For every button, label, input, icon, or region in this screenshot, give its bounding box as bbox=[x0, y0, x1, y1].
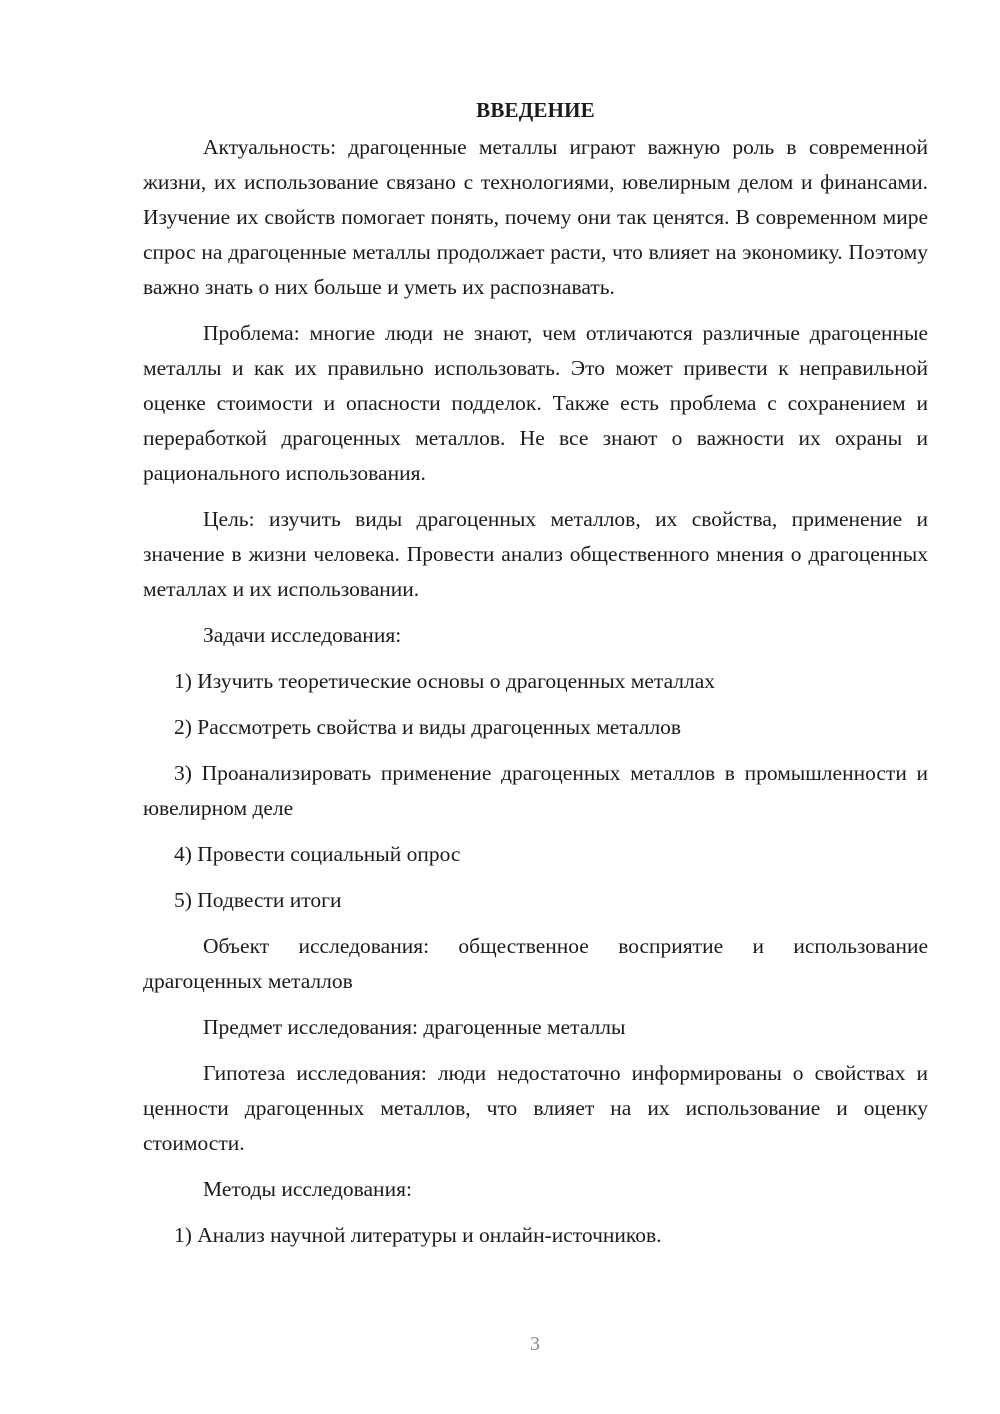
subject-paragraph: Предмет исследования: драгоценные металлы bbox=[203, 1015, 626, 1039]
page-number: 3 bbox=[530, 1333, 540, 1355]
task-item: 4) Провести социальный опрос bbox=[174, 842, 461, 866]
method-item: 1) Анализ научной литературы и онлайн-источников. bbox=[174, 1223, 662, 1247]
task-item: 1) Изучить теоретические основы о драгоценных металлах bbox=[174, 669, 716, 693]
task-item: 5) Подвести итоги bbox=[174, 888, 342, 912]
problem-paragraph: Проблема: многие люди не знают, чем отличаются различные драгоценные металлы и как их правильно использовать. Это может привести к неправильной оценке стоимости и опасности подделок. Также есть проблема с сохранением и переработкой драгоценных металлов. Не все знают о важности их охраны и рационального использования. bbox=[143, 321, 928, 485]
hypothesis-paragraph: Гипотеза исследования: люди недостаточно информированы о свойствах и ценности драгоценных металлов, что влияет на их использование и оценку стоимости. bbox=[143, 1061, 928, 1155]
section-title: ВВЕДЕНИЕ bbox=[476, 98, 595, 122]
methods-heading: Методы исследования: bbox=[203, 1177, 412, 1201]
page-body bbox=[143, 93, 928, 1253]
object-paragraph: Объект исследования: общественное восприятие и использование драгоценных металлов bbox=[143, 934, 928, 993]
task-item: 2) Рассмотреть свойства и виды драгоценных металлов bbox=[174, 715, 682, 739]
relevance-paragraph: Актуальность: драгоценные металлы играют важную роль в современной жизни, их использование связано с технологиями, ювелирным делом и финансами. Изучение их свойств помогает понять, почему они так ценятся. В современном мире спрос на драгоценные металлы продолжает расти, что влияет на экономику. Поэтому важно знать о них больше и уметь их распознавать. bbox=[143, 135, 928, 299]
goal-paragraph: Цель: изучить виды драгоценных металлов, их свойства, применение и значение в жизни человека. Провести анализ общественного мнения о драгоценных металлах и их использовании. bbox=[143, 507, 928, 601]
task-item: 3) Проанализировать применение драгоценных металлов в промышленности и ювелирном деле bbox=[143, 761, 928, 820]
tasks-heading: Задачи исследования: bbox=[203, 623, 402, 647]
